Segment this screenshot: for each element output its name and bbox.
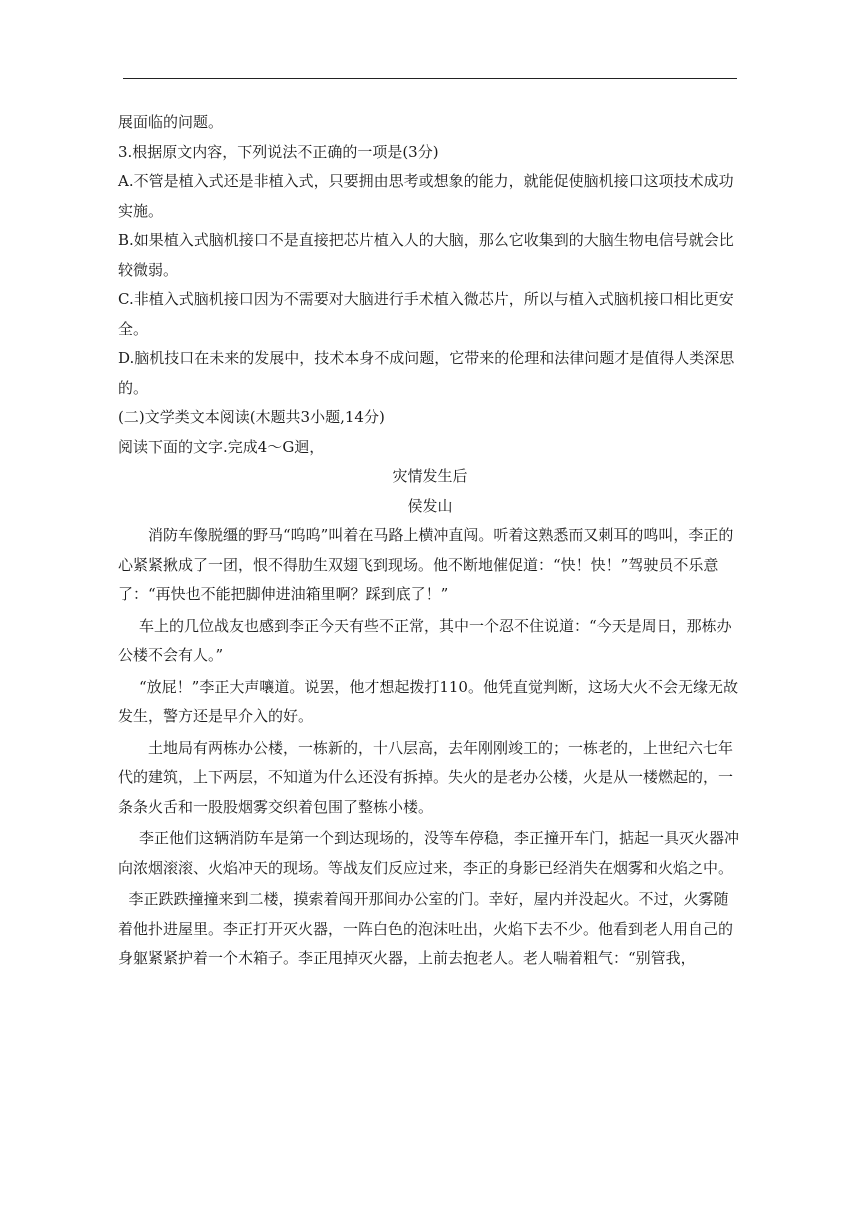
section-heading: (二)文学类文本阅读(木题共3小题,14分) (118, 408, 385, 426)
story-paragraph-6: 李正跌跌撞撞来到二楼，摸索着闯开那间办公室的门。幸好，屋内并没起火。不过，火雾随着他扑进屋里。李正打开灭火器，一阵白色的泡沫吐出，火焰下去不少。他看到老人用自己的身躯紧紧护着一个木箱子。李正甩掉灭火器，上前去抱老人。老人喘着粗气：“别管我， (118, 890, 734, 967)
story-paragraph-4: 土地局有两栋办公楼，一栋新的，十八层高，去年刚刚竣工的；一栋老的，上世纪六七年代的建筑，上下两层，不知道为什么还没有拆掉。失火的是老办公楼，火是从一楼燃起的，一条条火舌和一股股烟雾交织着包围了整栋小楼。 (118, 738, 734, 816)
reading-instruction: 阅读下面的文字.完成4〜G迴， (118, 437, 325, 456)
story-paragraph-2: 车上的几位战友也感到李正今天有些不正常，其中一个忍不住说道：“今天是周日，那栋办公楼不会有人。” (118, 616, 732, 664)
header-rule (123, 78, 737, 79)
story-paragraph-1: 消防车像脱缰的野马“呜呜”叫着在马路上横冲直闯。听着这熟悉而又刺耳的鸣叫，李正的心紧紧揪成了一团，恨不得肋生双翅飞到现场。他不断地催促道：“快！快！”驾驶员不乐意了：“再快也不能把脚伸进油箱里啊？踩到底了！” (118, 526, 734, 603)
option-a: A.不管是植入式还是非植入式，只要拥由思考或想象的能力，就能促使脑机接口这项技术成功实施。 (118, 172, 734, 220)
story-author: 侯发山 (407, 496, 453, 515)
option-d: D.脑机技口在未来的发展中，技术本身不成问题，它带来的伦理和法律问题才是值得人类深思的。 (118, 349, 735, 397)
text-line-continuation: 展面临的问题。 (118, 113, 224, 131)
option-c: C.非植入式脑机接口因为不需要对大脑进行手术植入微芯片，所以与植入式脑机接口相比更安全。 (118, 290, 734, 338)
story-paragraph-5: 李正他们这辆消防车是第一个到达现场的，没等车停稳，李正撞开车门，掂起一具灭火器冲向浓烟滚滚、火焰冲天的现场。等战友们反应过来，李正的身影已经消失在烟雾和火焰之中。 (118, 829, 740, 877)
story-title: 灾情发生后 (392, 467, 468, 485)
option-b: B.如果植入式脑机接口不是直接把芯片植入人的大脑，那么它收集到的大脑生物电信号就会比较微弱。 (118, 231, 734, 279)
question-3: 3.根据原文内容，下列说法不正确的一项是(3分) (118, 142, 439, 161)
document-body (118, 108, 742, 974)
story-paragraph-3: “放屁！”李正大声嚷道。说罢，他才想起拨打110。他凭直觉判断，这场大火不会无缘无故发生，警方还是早介入的好。 (118, 677, 738, 725)
